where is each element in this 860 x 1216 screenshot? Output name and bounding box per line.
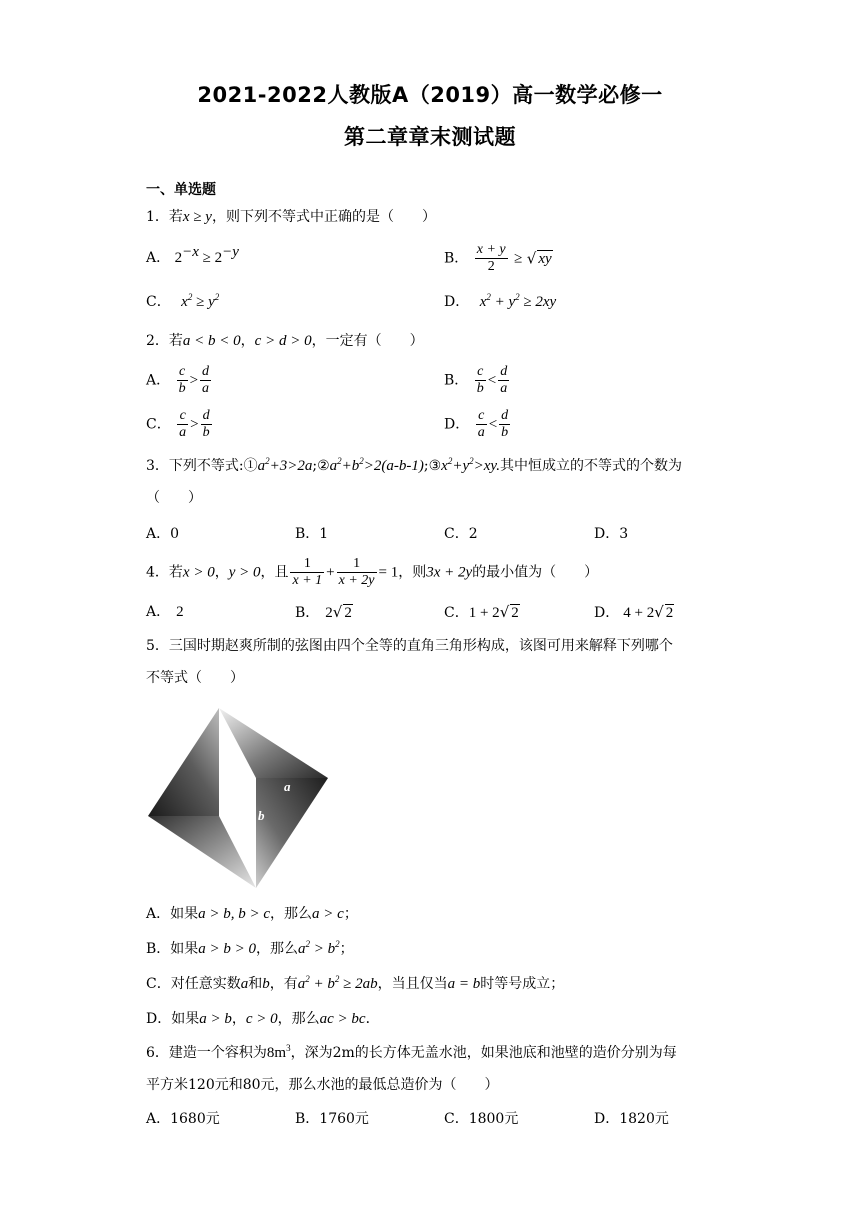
sqrt-icon: √ [332, 603, 343, 621]
q4-expression: 3x + 2y [426, 564, 473, 581]
q2-option-c [146, 408, 214, 441]
math-sup: 2 [305, 939, 311, 949]
numerator: c [177, 408, 188, 425]
math-part: +3>2a [269, 458, 313, 474]
denominator: a [477, 425, 485, 440]
math-part: a [257, 458, 266, 474]
fraction [290, 556, 324, 589]
q3-ineq-1 [258, 458, 313, 474]
relation: ≥ [514, 250, 523, 267]
denominator: a [202, 381, 210, 396]
q1-option-a [146, 244, 239, 268]
fraction [498, 364, 509, 397]
denominator: x + 1 [292, 573, 323, 588]
operator: + [326, 564, 335, 581]
option-label: C． [146, 416, 171, 433]
q1-c-math [181, 294, 219, 310]
math-sup: 2 [447, 456, 453, 466]
math-sup: 3 [286, 1043, 291, 1053]
denominator: 2 [487, 259, 495, 274]
denominator: x + 2y [338, 573, 375, 588]
numerator: d [500, 364, 508, 379]
math-part: ≥ 2ab [339, 976, 378, 992]
triangle-top-right [219, 708, 328, 778]
q4-text: ，且 [260, 564, 289, 581]
q2-stem-pre: 2．若 [146, 333, 183, 349]
q5-text: ，那么 [277, 1011, 320, 1027]
sqrt-icon: √ [526, 249, 537, 268]
fraction [499, 408, 510, 441]
q1-b-fraction [475, 242, 508, 275]
denominator: a [500, 381, 508, 396]
math-sup: −x [182, 244, 199, 260]
q3-option-a: A．0 [146, 526, 180, 542]
q5-math: a > b [199, 1011, 232, 1027]
q5-math: a > c [312, 906, 344, 922]
q3-ineq-2 [330, 458, 424, 474]
section-heading: 一、单选题 [146, 182, 216, 198]
q5-math: a > b, b > c [198, 906, 271, 922]
question-2-stem [146, 331, 424, 351]
math-part: > b [310, 941, 336, 957]
relation: < [487, 372, 497, 389]
label-a: a [284, 779, 291, 794]
q5-text: ，那么 [256, 941, 299, 957]
q5-text: 和 [248, 976, 263, 992]
q6-option-c: C．1800元 [444, 1111, 519, 1127]
q5-text: ，当且仅当 [377, 976, 448, 992]
q4-text: ，则 [398, 564, 427, 581]
math-sup: 2 [305, 974, 310, 984]
math-part: >2(a-b-1) [363, 458, 424, 474]
math-part: >xy. [473, 458, 500, 474]
q6-option-a: A．1680元 [146, 1111, 220, 1127]
fraction [337, 556, 377, 589]
q5-text: C．对任意实数 [146, 976, 241, 992]
q6-option-d: D．1820元 [594, 1111, 669, 1127]
question-5-stem-line2: 不等式（ ） [146, 670, 244, 686]
q1-condition: x ≥ y [182, 209, 212, 225]
math-part: +b [341, 458, 360, 474]
q2-option-b [444, 364, 511, 397]
equation-rhs: = 1 [378, 564, 399, 581]
q4-option-a [146, 602, 184, 622]
q3-text: 其中恒成立的不等式的个数为 [500, 458, 682, 474]
math-part: a [298, 941, 306, 957]
numerator: x + y [476, 242, 506, 257]
numerator: d [202, 408, 210, 423]
q1-option-b [444, 242, 553, 275]
numerator: c [476, 408, 487, 425]
q2-condition-2: c > d > 0 [254, 333, 312, 349]
math-sup: 2 [214, 292, 220, 302]
q5-math: c > 0 [245, 1011, 278, 1027]
math-sup: 2 [265, 456, 270, 466]
q5-text: ； [339, 941, 354, 957]
question-5-stem: 5．三国时期赵爽所制的弦图由四个全等的直角三角形构成，该图可用来解释下列哪个 [146, 638, 673, 654]
numerator: d [501, 408, 509, 423]
math-part: ≥ y [192, 294, 215, 310]
exam-title-line1: 2021-2022人教版A（2019）高一数学必修一 [197, 83, 663, 107]
math-sup: 2 [486, 292, 491, 302]
q3-text: ;② [312, 458, 330, 474]
q5-math: a = b [447, 976, 481, 992]
q5-text: A．如果 [146, 906, 199, 922]
triangle-bottom-right [256, 778, 328, 888]
center-square [219, 778, 256, 816]
numerator: 1 [337, 556, 377, 573]
math-part: x [181, 294, 188, 310]
math-sup: 2 [334, 974, 340, 984]
fraction [200, 364, 211, 397]
q4-option-b [295, 602, 353, 623]
denominator: b [178, 381, 186, 396]
relation: < [488, 416, 498, 433]
fraction [475, 364, 486, 397]
q6-text: 6．建造一个容积为 [146, 1045, 267, 1061]
q5-text: 时等号成立； [480, 976, 565, 992]
option-value: 2 [325, 605, 333, 621]
fraction [476, 408, 487, 441]
q1-stem-post: ，则下列不等式中正确的是（ ） [211, 209, 436, 225]
sqrt-icon: √ [499, 603, 510, 621]
denominator: b [501, 425, 509, 440]
q5-text: ，那么 [270, 906, 313, 922]
question-6-stem-line2: 平方米120元和80元，那么水池的最低总造价为（ ） [146, 1077, 499, 1093]
denominator: b [202, 425, 210, 440]
option-value: 2 [176, 604, 184, 620]
q4-text: 的最小值为（ ） [472, 564, 599, 581]
math-sup: 2 [469, 456, 474, 466]
question-6-stem [146, 1043, 677, 1063]
q1-a-math [174, 244, 239, 266]
math-part: ≥ 2 [198, 250, 223, 266]
sqrt-icon: √ [654, 603, 664, 621]
math-part: 8m [266, 1045, 287, 1061]
q5-math [298, 976, 378, 992]
numerator: c [177, 364, 188, 381]
q1-stem-pre: 1．若 [146, 209, 183, 225]
relation: > [190, 416, 199, 433]
math-sup: 2 [335, 939, 340, 949]
q6-text: ，深为2m的长方体无盖水池，如果池底和池壁的造价分别为每 [290, 1045, 677, 1061]
exam-title-line2: 第二章章末测试题 [344, 125, 516, 149]
q5-math: ac > bc [319, 1011, 366, 1027]
q5-math: a [240, 976, 249, 992]
fraction [201, 408, 212, 441]
q5-math: a > b > 0 [198, 941, 257, 957]
denominator: b [476, 381, 484, 396]
q3-option-b: B．1 [295, 526, 329, 542]
q5-text: ． [365, 1011, 380, 1027]
q5-option-c [146, 974, 564, 994]
math-part: x [479, 294, 487, 310]
question-4-stem [146, 556, 598, 589]
q2-option-d [444, 408, 512, 441]
math-part: a [297, 976, 306, 992]
triangle-top-left [148, 708, 219, 816]
triangle-bottom-left [148, 816, 256, 888]
math-part: a [329, 458, 338, 474]
option-label: B． [444, 250, 469, 267]
q5-math [298, 941, 340, 957]
q3-text: 3．下列不等式:① [146, 458, 258, 474]
math-part: + b [309, 976, 335, 992]
q5-text: ，有 [269, 976, 298, 992]
math-part: ≥ 2xy [519, 294, 557, 310]
q2-condition-1: a < b < 0 [182, 333, 241, 349]
q3-ineq-3 [441, 458, 500, 474]
q4-condition-1: x > 0 [182, 564, 215, 581]
option-label: A． [146, 372, 171, 389]
math-part: x [441, 458, 448, 474]
numerator: c [475, 364, 486, 381]
denominator: a [179, 425, 187, 440]
fraction [177, 408, 188, 441]
relation: > [189, 372, 199, 389]
q6-option-b: B．1760元 [295, 1111, 369, 1127]
math-sup: 2 [359, 456, 364, 466]
option-label: B． [295, 605, 320, 621]
q2-stem-post: ，一定有（ ） [311, 333, 424, 349]
q5-math: b [262, 976, 270, 992]
numerator: 1 [290, 556, 324, 573]
math-sup: 2 [187, 292, 193, 302]
option-label: D． [594, 605, 620, 621]
q5-text: ， [231, 1011, 246, 1027]
math-sup: −y [222, 244, 239, 260]
option-label: C． [444, 605, 469, 621]
math-part: 2 [174, 250, 183, 266]
q3-text: ;③ [423, 458, 442, 474]
math-part: +y [452, 458, 470, 474]
q4-option-c [444, 602, 520, 623]
q2-option-a [146, 364, 213, 397]
math-part: + y [490, 294, 516, 310]
option-value: 1 + 2 [468, 605, 500, 621]
q2-sep: ， [240, 333, 255, 349]
q5-text: ； [343, 906, 358, 922]
q4-option-d [594, 602, 674, 623]
option-label: C． [146, 294, 171, 310]
option-value: 4 + 2 [623, 605, 655, 621]
option-label: D． [444, 294, 470, 310]
q4-text: ， [214, 564, 229, 581]
q4-text: 4．若 [146, 564, 183, 581]
numerator: d [202, 364, 210, 379]
q3-option-c: C．2 [444, 526, 478, 542]
radicand: 2 [344, 605, 352, 621]
q5-option-b [146, 939, 354, 959]
option-label: A． [146, 604, 171, 620]
question-1-stem [146, 207, 436, 227]
q1-option-c [146, 292, 219, 312]
radicand: 2 [665, 605, 674, 621]
q3-stem-line2: （ ） [146, 490, 202, 506]
option-label: B． [444, 372, 469, 389]
label-b: b [258, 808, 265, 823]
q6-volume [267, 1045, 291, 1061]
math-sup: 2 [515, 292, 520, 302]
radicand: xy [538, 251, 552, 267]
radicand: 2 [511, 605, 519, 621]
q1-option-d [444, 292, 556, 312]
q5-text: D．如果 [146, 1011, 200, 1027]
q1-d-math [480, 294, 557, 310]
q4-condition-2: y > 0 [228, 564, 261, 581]
math-sup: 2 [337, 456, 342, 466]
fraction [177, 364, 188, 397]
q5-option-d [146, 1009, 380, 1029]
option-label: D． [444, 416, 470, 433]
zhao-shuang-string-diagram [146, 706, 330, 890]
q5-text: B．如果 [146, 941, 199, 957]
option-label: A． [146, 250, 171, 266]
question-3-stem [146, 456, 682, 476]
q3-option-d: D．3 [594, 526, 629, 542]
q5-option-a [146, 904, 358, 924]
